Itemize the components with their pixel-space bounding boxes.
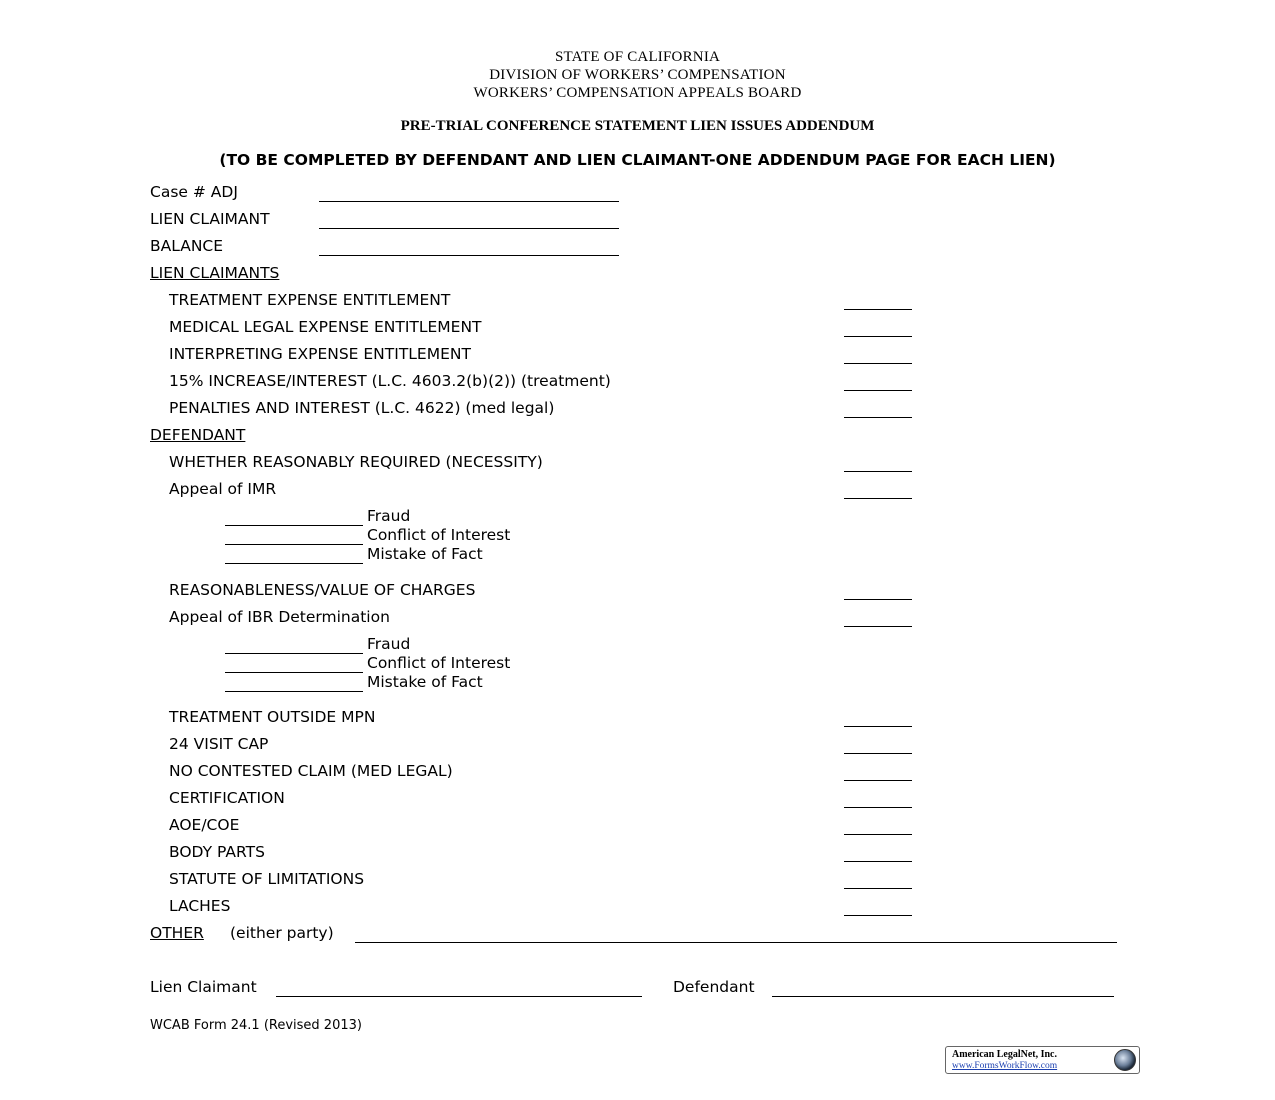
checkbox-line[interactable] bbox=[844, 915, 912, 916]
other-field[interactable] bbox=[355, 942, 1117, 943]
form-title: PRE-TRIAL CONFERENCE STATEMENT LIEN ISSUES ADDENDUM bbox=[400, 118, 875, 134]
case-number-field[interactable] bbox=[319, 201, 619, 202]
list-item: NO CONTESTED CLAIM (MED LEGAL) bbox=[169, 762, 453, 780]
sub-item: Conflict of Interest bbox=[367, 526, 511, 544]
checkbox-line[interactable] bbox=[844, 834, 912, 835]
sub-checkbox-line[interactable] bbox=[225, 691, 363, 692]
form-id: WCAB Form 24.1 (Revised 2013) bbox=[150, 1018, 362, 1033]
sub-checkbox-line[interactable] bbox=[225, 563, 363, 564]
sub-checkbox-line[interactable] bbox=[225, 672, 363, 673]
defendant-heading: DEFENDANT bbox=[150, 426, 246, 444]
sub-checkbox-line[interactable] bbox=[225, 653, 363, 654]
american-legalnet-logo[interactable] bbox=[945, 1046, 1140, 1074]
checkbox-line[interactable] bbox=[844, 626, 912, 627]
list-item: 24 VISIT CAP bbox=[169, 735, 269, 753]
balance-field[interactable] bbox=[319, 255, 619, 256]
list-item: CERTIFICATION bbox=[169, 789, 285, 807]
balance-label: BALANCE bbox=[150, 237, 224, 255]
list-item: LACHES bbox=[169, 897, 231, 915]
lien-claimants-heading: LIEN CLAIMANTS bbox=[150, 264, 280, 282]
list-item: WHETHER REASONABLY REQUIRED (NECESSITY) bbox=[169, 453, 543, 471]
sub-checkbox-line[interactable] bbox=[225, 525, 363, 526]
checkbox-line[interactable] bbox=[844, 390, 912, 391]
list-item: MEDICAL LEGAL EXPENSE ENTITLEMENT bbox=[169, 318, 482, 336]
logo-name: American LegalNet, Inc. bbox=[952, 1049, 1057, 1060]
list-item: Appeal of IBR Determination bbox=[169, 608, 390, 626]
sub-item: Conflict of Interest bbox=[367, 654, 511, 672]
sub-item: Mistake of Fact bbox=[367, 673, 483, 691]
sub-item: Mistake of Fact bbox=[367, 545, 483, 563]
sub-item: Fraud bbox=[367, 635, 411, 653]
list-item: STATUTE OF LIMITATIONS bbox=[169, 870, 365, 888]
checkbox-line[interactable] bbox=[844, 861, 912, 862]
board-heading: WORKERS’ COMPENSATION APPEALS BOARD bbox=[473, 85, 802, 101]
checkbox-line[interactable] bbox=[844, 336, 912, 337]
checkbox-line[interactable] bbox=[844, 417, 912, 418]
checkbox-line[interactable] bbox=[844, 807, 912, 808]
sub-checkbox-line[interactable] bbox=[225, 544, 363, 545]
checkbox-line[interactable] bbox=[844, 363, 912, 364]
checkbox-line[interactable] bbox=[844, 309, 912, 310]
list-item: TREATMENT OUTSIDE MPN bbox=[169, 708, 376, 726]
list-item: PENALTIES AND INTEREST (L.C. 4622) (med legal) bbox=[169, 399, 555, 417]
checkbox-line[interactable] bbox=[844, 599, 912, 600]
list-item: AOE/COE bbox=[169, 816, 240, 834]
checkbox-line[interactable] bbox=[844, 780, 912, 781]
defendant-signature-field[interactable] bbox=[772, 996, 1114, 997]
other-label: OTHER bbox=[150, 924, 204, 942]
list-item: 15% INCREASE/INTEREST (L.C. 4603.2(b)(2)) (treatment) bbox=[169, 372, 611, 390]
case-label: Case # ADJ bbox=[150, 183, 238, 201]
defendant-signature-label: Defendant bbox=[673, 978, 755, 996]
state-heading: STATE OF CALIFORNIA bbox=[554, 49, 721, 65]
lien-claimant-signature-label: Lien Claimant bbox=[150, 978, 257, 996]
checkbox-line[interactable] bbox=[844, 888, 912, 889]
sub-item: Fraud bbox=[367, 507, 411, 525]
list-item: TREATMENT EXPENSE ENTITLEMENT bbox=[169, 291, 451, 309]
lien-claimant-label: LIEN CLAIMANT bbox=[150, 210, 270, 228]
checkbox-line[interactable] bbox=[844, 753, 912, 754]
lien-claimant-field[interactable] bbox=[319, 228, 619, 229]
logo-url[interactable]: www.FormsWorkFlow.com bbox=[952, 1061, 1058, 1071]
lien-claimant-signature-field[interactable] bbox=[276, 996, 642, 997]
list-item: BODY PARTS bbox=[169, 843, 265, 861]
checkbox-line[interactable] bbox=[844, 726, 912, 727]
form-subtitle: (TO BE COMPLETED BY DEFENDANT AND LIEN CLAIMANT-ONE ADDENDUM PAGE FOR EACH LIEN) bbox=[219, 151, 1056, 169]
division-heading: DIVISION OF WORKERS’ COMPENSATION bbox=[489, 67, 786, 83]
globe-icon bbox=[1114, 1049, 1136, 1071]
checkbox-line[interactable] bbox=[844, 471, 912, 472]
checkbox-line[interactable] bbox=[844, 498, 912, 499]
list-item: REASONABLENESS/VALUE OF CHARGES bbox=[169, 581, 476, 599]
list-item: INTERPRETING EXPENSE ENTITLEMENT bbox=[169, 345, 471, 363]
list-item: Appeal of IMR bbox=[169, 480, 277, 498]
other-note: (either party) bbox=[230, 924, 334, 942]
